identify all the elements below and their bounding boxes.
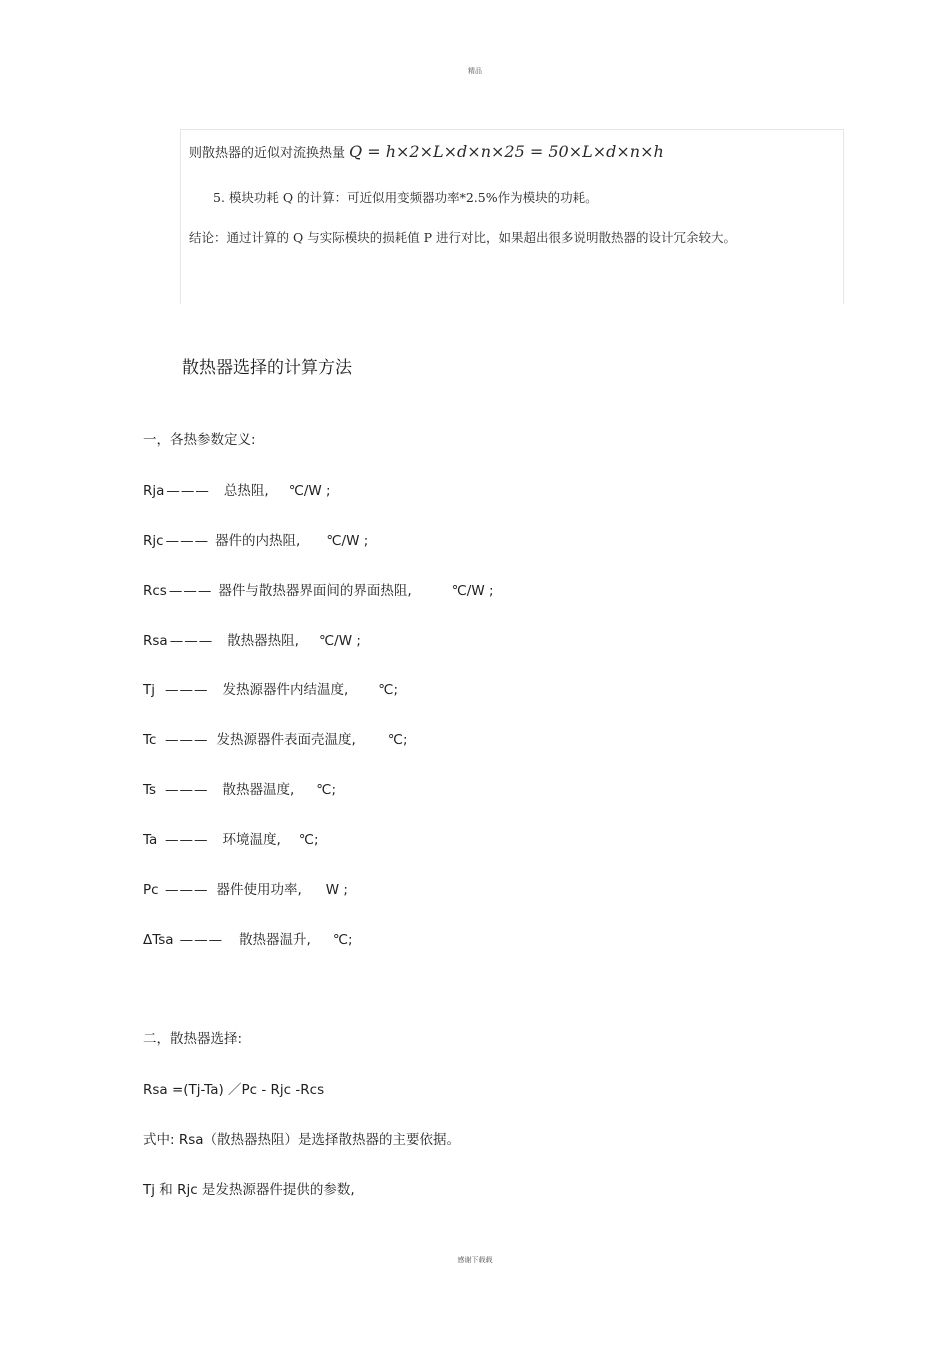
param-unit: ℃; — [387, 732, 408, 748]
param-dash: ——— — [165, 882, 209, 898]
param-dash: ——— — [165, 682, 209, 698]
page-footer-mark: 感谢下载载 — [457, 1256, 493, 1264]
param-description: 发热源器件表面壳温度, — [216, 732, 356, 748]
param-symbol: Ta — [143, 832, 158, 848]
param-symbol: Pc — [143, 882, 159, 898]
param-symbol: Ts — [143, 782, 157, 798]
param-description: 散热器温度, — [222, 782, 295, 798]
param-unit: ℃; — [316, 782, 337, 798]
param-dash: ——— — [165, 832, 209, 848]
param-dash: ——— — [165, 782, 209, 798]
param-unit: ℃; — [298, 832, 319, 848]
section1-heading: 一，各热参数定义: — [143, 432, 256, 448]
param-unit: ℃; — [378, 682, 399, 698]
param-unit: W ; — [325, 882, 348, 898]
param-dash: ——— — [166, 483, 210, 499]
param-symbol: Rjc — [143, 533, 164, 549]
param-unit: ℃/W ; — [318, 633, 361, 649]
param-symbol: Tc — [143, 732, 157, 748]
param-description: 器件的内热阻, — [215, 533, 301, 549]
param-description: 总热阻, — [223, 483, 269, 499]
param-symbol: Rcs — [143, 583, 167, 599]
param-row — [143, 728, 408, 748]
param-symbol: ΔTsa — [143, 932, 174, 948]
parameter-source-note: Tj 和 Rjc 是发热源器件提供的参数, — [143, 1182, 355, 1198]
param-unit: ℃/W ; — [451, 583, 494, 599]
param-description: 器件与散热器界面间的界面热阻, — [218, 583, 412, 599]
heatsink-resistance-formula: Rsa =(Tj-Ta) ／Pc - Rjc -Rcs — [143, 1082, 325, 1098]
module-power-line: 5. 模块功耗 Q 的计算：可近似用变频器功率*2.5%作为模块的功耗。 — [213, 190, 598, 205]
param-dash: ——— — [168, 583, 213, 599]
section2-heading: 二，散热器选择: — [143, 1031, 243, 1047]
param-unit: ℃; — [332, 932, 353, 948]
page-header-mark: 精品 — [468, 67, 482, 75]
param-row — [143, 479, 331, 499]
param-dash: ——— — [165, 732, 209, 748]
convection-heat-line — [189, 142, 664, 161]
param-row — [143, 878, 348, 898]
param-symbol: Tj — [143, 682, 155, 698]
param-row — [143, 629, 361, 649]
param-row — [143, 778, 336, 798]
embedded-excerpt — [180, 129, 844, 304]
param-description: 散热器温升, — [239, 932, 311, 948]
param-row — [143, 678, 398, 698]
document-title: 散热器选择的计算方法 — [182, 358, 352, 378]
param-description: 发热源器件内结温度, — [222, 682, 349, 698]
param-dash: ——— — [169, 633, 214, 649]
param-symbol: Rsa — [143, 633, 168, 649]
convection-heat-formula: Q = h×2×L×d×n×25 = 50×L×d×n×h — [349, 142, 664, 161]
param-dash: ——— — [179, 932, 224, 948]
convection-heat-text: 则散热器的近似对流换热量 — [189, 146, 346, 161]
formula-explanation: 式中: Rsa（散热器热阻）是选择散热器的主要依据。 — [143, 1132, 461, 1148]
conclusion-line: 结论：通过计算的 Q 与实际模块的损耗值 P 进行对比，如果超出很多说明散热器的设计冗余较大。 — [189, 230, 737, 245]
param-description: 器件使用功率, — [216, 882, 302, 898]
param-row — [143, 529, 368, 549]
param-dash: ——— — [165, 533, 210, 549]
param-unit: ℃/W ; — [326, 533, 369, 549]
param-description: 散热器热阻, — [227, 633, 299, 649]
param-description: 环境温度, — [222, 832, 281, 848]
param-row — [143, 579, 494, 599]
param-symbol: Rja — [143, 483, 165, 499]
param-row — [143, 828, 319, 848]
param-unit: ℃/W ; — [288, 483, 331, 499]
param-row — [143, 928, 353, 948]
